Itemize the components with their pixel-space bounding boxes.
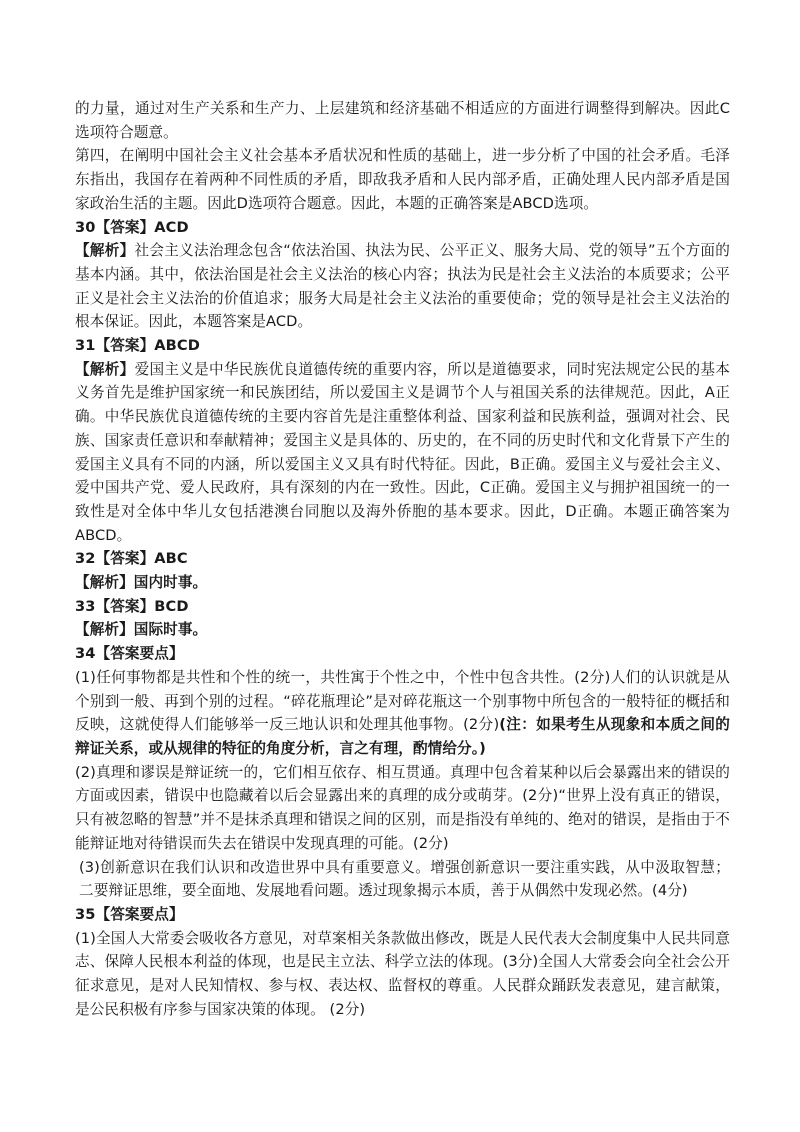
body-text: (3)创新意识在我们认识和改造世界中具有重要意义。增强创新意识一要注重实践，从中汲取智慧；二要辩证思维，要全面地、发展地看问题。透过现象揭示本质，善于从偶然中发现必然。(4分) <box>79 858 730 900</box>
bold-text: 30【答案】ACD <box>75 218 189 236</box>
bold-text: 【解析】 <box>75 360 135 378</box>
paragraph <box>75 97 730 144</box>
paragraph <box>75 927 730 1022</box>
paragraph <box>75 666 730 761</box>
body-text: (2)真理和谬误是辩证统一的，它们相互依存、相互贯通。真理中包含着某种以后会暴露出来的错误的方面或因素，错误中也隐藏着以后会显露出来的真理的成分或萌芽。(2分)“世界上没有真正的错误，只有被忽略的智慧”并不是抹杀真理和错误之间的区别，而是指没有单纯的、绝对的错误，是指由于不能辩证地对待错误而失去在错误中发现真理的可能。(2分) <box>75 763 730 852</box>
paragraph <box>75 595 730 619</box>
paragraph <box>75 642 730 666</box>
paragraph <box>75 856 730 903</box>
bold-text: 32【答案】ABC <box>75 550 188 568</box>
body-text: 第四，在阐明中国社会主义社会基本矛盾状况和性质的基础上，进一步分析了中国的社会矛盾。毛泽东指出，我国存在着两种不同性质的矛盾，即敌我矛盾和人民内部矛盾，正确处理人民内部矛盾是国家政治生活的主题。因此D选项符合题意。因此，本题的正确答案是ABCD选项。 <box>75 147 730 212</box>
paragraph <box>75 239 730 334</box>
body-text: (1)任何事物都是共性和个性的统一，共性寓于个性之中，个性中包含共性。(2分)人们的认识就是从个别到一般、再到个别的过程。“碎花瓶理论”是对碎花瓶这一个别事物中所包含的一般特征的概括和反映，这就使得人们能够举一反三地认识和处理其他事物。(2分) <box>75 668 730 734</box>
bold-text: 【解析】国际时事。 <box>75 621 208 639</box>
paragraph <box>75 618 730 642</box>
paragraph <box>75 547 730 571</box>
bold-text: 34【答案要点】 <box>75 645 184 663</box>
body-text: 社会主义法治理念包含“依法治国、执法为民、公平正义、服务大局、党的领导”五个方面的基本内涵。其中，依法治国是社会主义法治的核心内容；执法为民是社会主义法治的本质要求；公平正义是社会主义法治的价值追求；服务大局是社会主义法治的重要使命；党的领导是社会主义法治的根本保证。因此，本题答案是ACD。 <box>75 242 730 331</box>
bold-text: 【解析】 <box>75 242 135 260</box>
paragraph <box>75 334 730 358</box>
bold-text: 31【答案】ABCD <box>75 337 200 355</box>
paragraph <box>75 144 730 215</box>
document-page <box>75 97 730 1021</box>
body-text: (1)全国人大常委会吸收各方意见，对草案相关条款做出修改，既是人民代表大会制度集中人民共同意志、保障人民根本利益的体现，也是民主立法、科学立法的体现。(3分)全国人大常委会向全社会公开征求意见，是对人民知情权、参与权、表达权、监督权的尊重。人民群众踊跃发表意见，建言献策，是公民积极有序参与国家决策的体现。 (2分) <box>75 929 730 1018</box>
bold-text: 【解析】国内时事。 <box>75 574 208 592</box>
body-text: 爱国主义是中华民族优良道德传统的重要内容，所以是道德要求，同时宪法规定公民的基本义务首先是维护国家统一和民族团结，所以爱国主义是调节个人与祖国关系的法律规范。因此，A正确。中华民族优良道德传统的主要内容首先是注重整体利益、国家利益和民族利益，强调对社会、民族、国家责任意识和奉献精神；爱国主义是具体的、历史的，在不同的历史时代和文化背景下产生的爱国主义具有不同的内涵，所以爱国主义又具有时代特征。因此，B正确。爱国主义与爱社会主义、爱中国共产党、爱人民政府，具有深刻的内在一致性。因此，C正确。爱国主义与拥护祖国统一的一致性是对全体中华儿女包括港澳台同胞以及海外侨胞的基本要求。因此，D正确。本题正确答案为ABCD。 <box>75 360 730 544</box>
paragraph <box>75 761 730 856</box>
bold-text: 33【答案】BCD <box>75 597 189 615</box>
body-text: 的力量，通过对生产关系和生产力、上层建筑和经济基础不相适应的方面进行调整得到解决。因此C选项符合题意。 <box>75 100 730 141</box>
paragraph <box>75 903 730 927</box>
paragraph <box>75 571 730 595</box>
bold-text: (注：如果考生从现象和本质之间的辩证关系，或从规律的特征的角度分析，言之有理，酌情给分。) <box>75 716 730 757</box>
paragraph <box>75 216 730 240</box>
paragraph <box>75 358 730 548</box>
bold-text: 35【答案要点】 <box>75 905 184 923</box>
